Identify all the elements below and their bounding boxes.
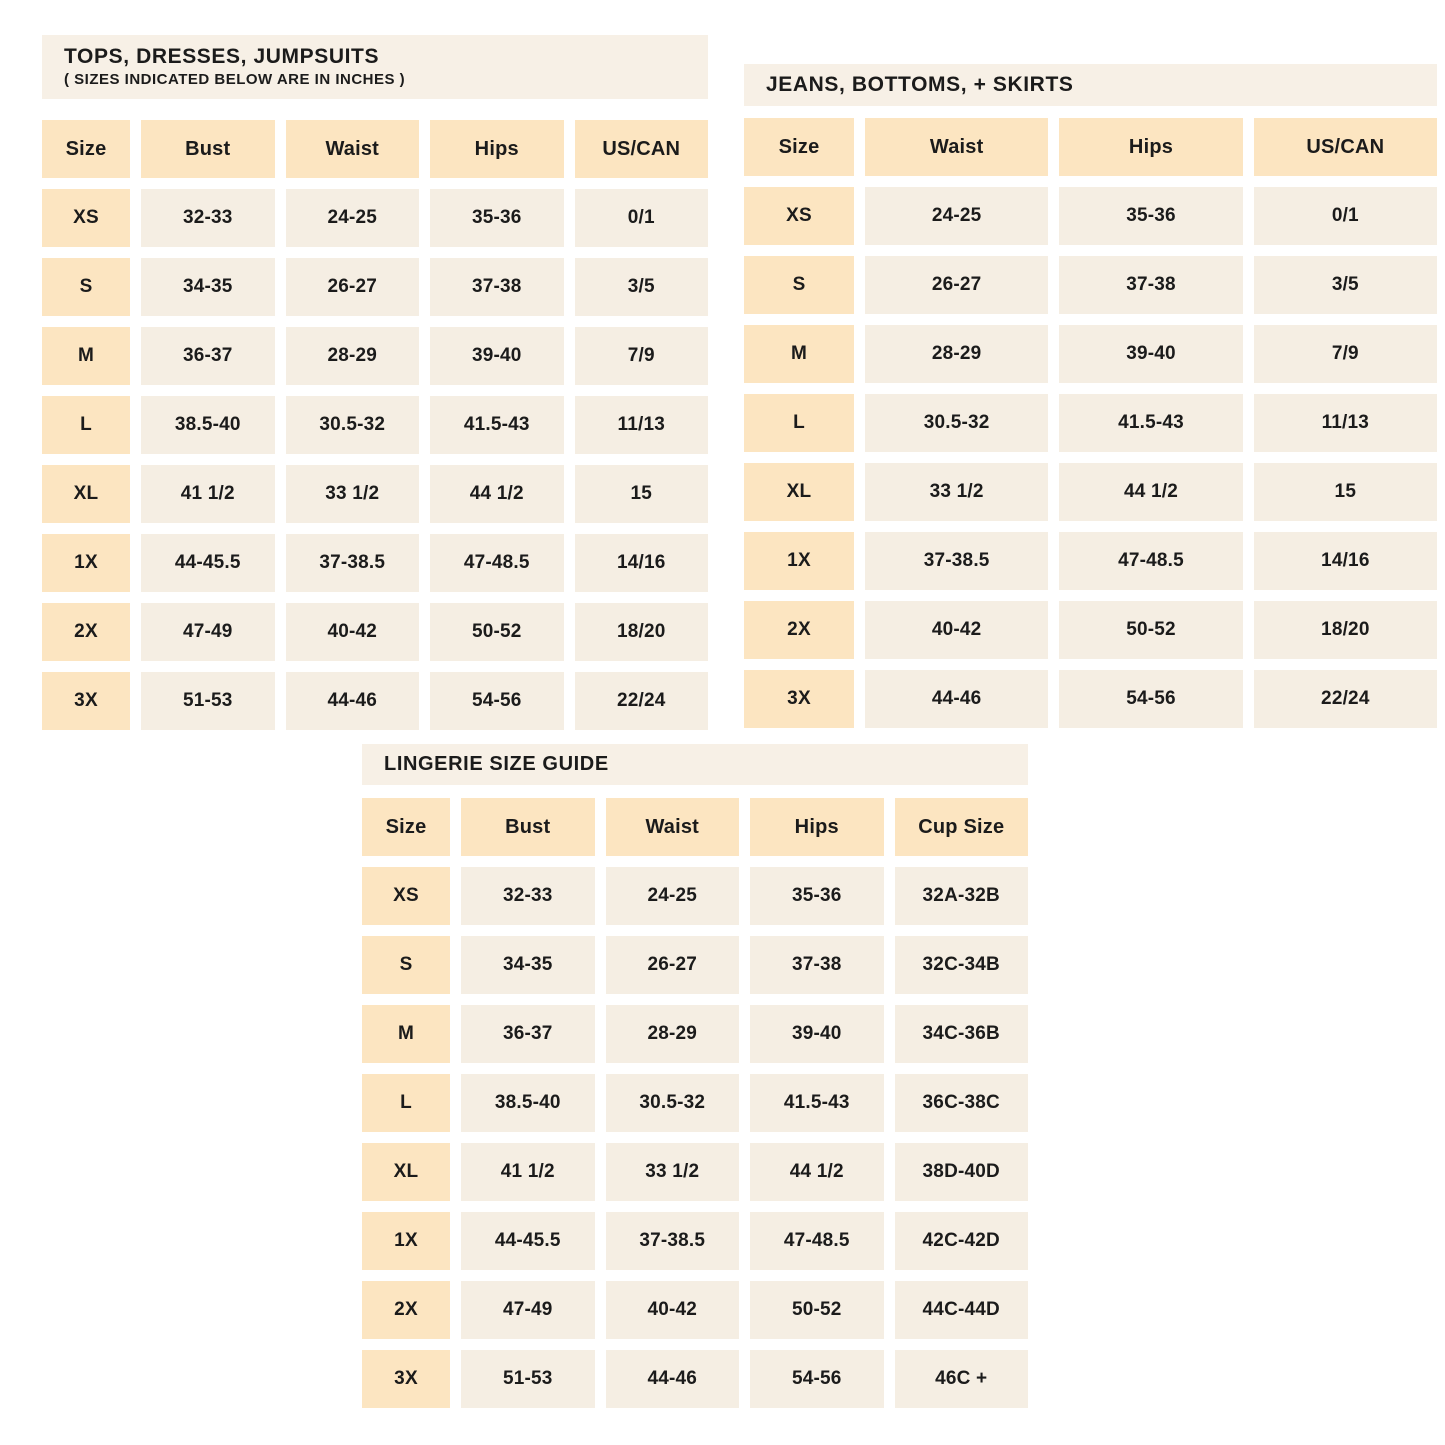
size-label-cell-s: S <box>362 936 450 994</box>
measurement-cell: 33 1/2 <box>865 463 1048 521</box>
measurement-cell: 18/20 <box>1254 601 1437 659</box>
measurement-cell: 37-38.5 <box>286 534 420 592</box>
measurement-cell: 39-40 <box>430 327 564 385</box>
measurement-cell: 41.5-43 <box>750 1074 884 1132</box>
measurement-cell: 32C-34B <box>895 936 1029 994</box>
measurement-cell: 47-49 <box>141 603 275 661</box>
size-label-cell-xs: XS <box>42 189 130 247</box>
size-chart-jeans-bottoms-skirts <box>744 64 1437 728</box>
measurement-cell: 30.5-32 <box>865 394 1048 452</box>
measurement-cell: 35-36 <box>1059 187 1242 245</box>
table-title-banner <box>744 64 1437 106</box>
measurement-cell: 44C-44D <box>895 1281 1029 1339</box>
measurement-cell: 44-46 <box>865 670 1048 728</box>
measurement-cell: 44-46 <box>286 672 420 730</box>
measurement-cell: 37-38.5 <box>865 532 1048 590</box>
measurement-cell: 37-38 <box>750 936 884 994</box>
measurement-cell: 41 1/2 <box>141 465 275 523</box>
measurement-cell: 44-46 <box>606 1350 740 1408</box>
column-header-us-can: US/CAN <box>575 120 709 178</box>
measurement-cell: 24-25 <box>865 187 1048 245</box>
column-header-bust: Bust <box>141 120 275 178</box>
size-label-cell-1x: 1X <box>362 1212 450 1270</box>
size-chart-lingerie <box>362 744 1028 1408</box>
measurement-cell: 26-27 <box>865 256 1048 314</box>
size-table-grid <box>362 798 1028 1408</box>
measurement-cell: 15 <box>1254 463 1437 521</box>
measurement-cell: 47-49 <box>461 1281 595 1339</box>
measurement-cell: 35-36 <box>750 867 884 925</box>
measurement-cell: 14/16 <box>575 534 709 592</box>
measurement-cell: 24-25 <box>606 867 740 925</box>
measurement-cell: 44 1/2 <box>430 465 564 523</box>
table-title: LINGERIE SIZE GUIDE <box>384 753 609 775</box>
measurement-cell: 33 1/2 <box>606 1143 740 1201</box>
size-label-cell-s: S <box>42 258 130 316</box>
measurement-cell: 15 <box>575 465 709 523</box>
measurement-cell: 33 1/2 <box>286 465 420 523</box>
measurement-cell: 35-36 <box>430 189 564 247</box>
size-label-cell-2x: 2X <box>42 603 130 661</box>
measurement-cell: 0/1 <box>1254 187 1437 245</box>
measurement-cell: 44 1/2 <box>750 1143 884 1201</box>
measurement-cell: 22/24 <box>1254 670 1437 728</box>
measurement-cell: 47-48.5 <box>1059 532 1242 590</box>
size-label-cell-m: M <box>744 325 854 383</box>
size-label-cell-s: S <box>744 256 854 314</box>
measurement-cell: 3/5 <box>1254 256 1437 314</box>
measurement-cell: 37-38 <box>1059 256 1242 314</box>
measurement-cell: 39-40 <box>750 1005 884 1063</box>
measurement-cell: 41 1/2 <box>461 1143 595 1201</box>
column-header-us-can: US/CAN <box>1254 118 1437 176</box>
measurement-cell: 34-35 <box>461 936 595 994</box>
column-header-hips: Hips <box>1059 118 1242 176</box>
column-header-size: Size <box>42 120 130 178</box>
size-label-cell-l: L <box>42 396 130 454</box>
column-header-waist: Waist <box>865 118 1048 176</box>
size-label-cell-xs: XS <box>362 867 450 925</box>
size-label-cell-m: M <box>42 327 130 385</box>
column-header-bust: Bust <box>461 798 595 856</box>
measurement-cell: 26-27 <box>286 258 420 316</box>
size-label-cell-xl: XL <box>744 463 854 521</box>
measurement-cell: 34C-36B <box>895 1005 1029 1063</box>
table-subtitle: ( SIZES INDICATED BELOW ARE IN INCHES ) <box>64 71 406 89</box>
measurement-cell: 38D-40D <box>895 1143 1029 1201</box>
measurement-cell: 51-53 <box>461 1350 595 1408</box>
size-label-cell-l: L <box>362 1074 450 1132</box>
measurement-cell: 32-33 <box>141 189 275 247</box>
size-label-cell-2x: 2X <box>744 601 854 659</box>
measurement-cell: 18/20 <box>575 603 709 661</box>
measurement-cell: 51-53 <box>141 672 275 730</box>
measurement-cell: 0/1 <box>575 189 709 247</box>
measurement-cell: 26-27 <box>606 936 740 994</box>
measurement-cell: 54-56 <box>1059 670 1242 728</box>
size-table-grid <box>42 120 708 730</box>
measurement-cell: 11/13 <box>575 396 709 454</box>
column-header-waist: Waist <box>286 120 420 178</box>
column-header-hips: Hips <box>430 120 564 178</box>
measurement-cell: 37-38 <box>430 258 564 316</box>
measurement-cell: 30.5-32 <box>286 396 420 454</box>
size-label-cell-2x: 2X <box>362 1281 450 1339</box>
size-label-cell-xl: XL <box>362 1143 450 1201</box>
measurement-cell: 7/9 <box>1254 325 1437 383</box>
measurement-cell: 28-29 <box>606 1005 740 1063</box>
measurement-cell: 38.5-40 <box>141 396 275 454</box>
measurement-cell: 44-45.5 <box>461 1212 595 1270</box>
size-label-cell-xl: XL <box>42 465 130 523</box>
measurement-cell: 46C + <box>895 1350 1029 1408</box>
measurement-cell: 54-56 <box>430 672 564 730</box>
measurement-cell: 47-48.5 <box>430 534 564 592</box>
table-title: TOPS, DRESSES, JUMPSUITS <box>64 45 380 69</box>
table-title: JEANS, BOTTOMS, + SKIRTS <box>766 72 1074 96</box>
measurement-cell: 36-37 <box>141 327 275 385</box>
measurement-cell: 14/16 <box>1254 532 1437 590</box>
measurement-cell: 11/13 <box>1254 394 1437 452</box>
measurement-cell: 50-52 <box>430 603 564 661</box>
measurement-cell: 50-52 <box>1059 601 1242 659</box>
measurement-cell: 38.5-40 <box>461 1074 595 1132</box>
column-header-waist: Waist <box>606 798 740 856</box>
measurement-cell: 28-29 <box>865 325 1048 383</box>
measurement-cell: 22/24 <box>575 672 709 730</box>
size-table-grid <box>744 118 1437 728</box>
measurement-cell: 41.5-43 <box>430 396 564 454</box>
size-label-cell-m: M <box>362 1005 450 1063</box>
measurement-cell: 40-42 <box>865 601 1048 659</box>
column-header-size: Size <box>744 118 854 176</box>
column-header-cup-size: Cup Size <box>895 798 1029 856</box>
measurement-cell: 34-35 <box>141 258 275 316</box>
measurement-cell: 44-45.5 <box>141 534 275 592</box>
measurement-cell: 32-33 <box>461 867 595 925</box>
measurement-cell: 40-42 <box>606 1281 740 1339</box>
measurement-cell: 47-48.5 <box>750 1212 884 1270</box>
measurement-cell: 40-42 <box>286 603 420 661</box>
measurement-cell: 41.5-43 <box>1059 394 1242 452</box>
measurement-cell: 42C-42D <box>895 1212 1029 1270</box>
size-label-cell-1x: 1X <box>42 534 130 592</box>
table-title-banner <box>42 35 708 99</box>
size-chart-tops-dresses-jumpsuits <box>42 35 708 730</box>
size-label-cell-xs: XS <box>744 187 854 245</box>
measurement-cell: 36-37 <box>461 1005 595 1063</box>
measurement-cell: 7/9 <box>575 327 709 385</box>
measurement-cell: 3/5 <box>575 258 709 316</box>
column-header-hips: Hips <box>750 798 884 856</box>
measurement-cell: 30.5-32 <box>606 1074 740 1132</box>
measurement-cell: 54-56 <box>750 1350 884 1408</box>
measurement-cell: 50-52 <box>750 1281 884 1339</box>
size-label-cell-l: L <box>744 394 854 452</box>
column-header-size: Size <box>362 798 450 856</box>
measurement-cell: 28-29 <box>286 327 420 385</box>
measurement-cell: 32A-32B <box>895 867 1029 925</box>
size-label-cell-3x: 3X <box>362 1350 450 1408</box>
measurement-cell: 36C-38C <box>895 1074 1029 1132</box>
measurement-cell: 37-38.5 <box>606 1212 740 1270</box>
measurement-cell: 44 1/2 <box>1059 463 1242 521</box>
table-title-banner <box>362 744 1028 785</box>
measurement-cell: 39-40 <box>1059 325 1242 383</box>
size-label-cell-3x: 3X <box>42 672 130 730</box>
size-label-cell-3x: 3X <box>744 670 854 728</box>
measurement-cell: 24-25 <box>286 189 420 247</box>
size-label-cell-1x: 1X <box>744 532 854 590</box>
